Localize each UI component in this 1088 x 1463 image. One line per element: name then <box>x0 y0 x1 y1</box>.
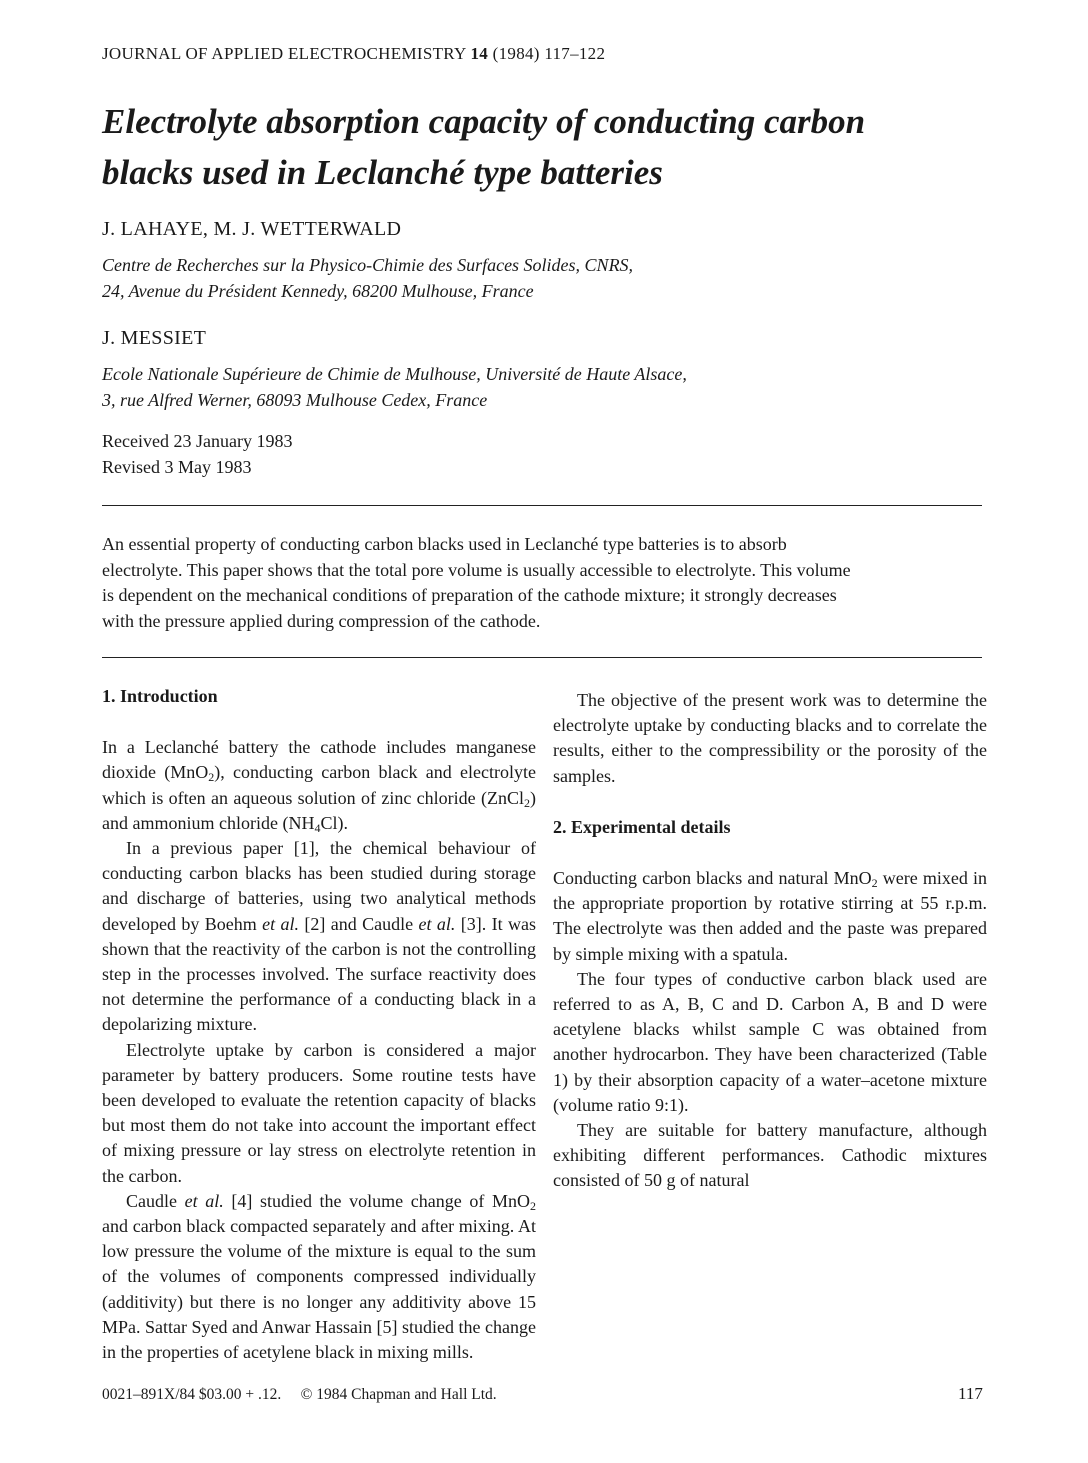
abstract-line-2: electrolyte. This paper shows that the total pore volume is usually accessible to electrolyte. This volume <box>102 559 851 580</box>
dates <box>102 428 292 480</box>
right-column <box>553 688 987 1194</box>
affiliation-2-line-1: Ecole Nationale Supérieure de Chimie de Mulhouse, Université de Haute Alsace, <box>102 364 687 384</box>
intro-paragraph-3: Electrolyte uptake by carbon is considered a major parameter by battery producers. Some routine tests have been developed to evaluate the retention capacity of blacks but most them do not take into account the important effect of mixing pressure or lay stress on electrolyte retention in the carbon. <box>102 1039 536 1186</box>
affiliation-1 <box>102 252 633 304</box>
experimental-heading: 2. Experimental details <box>553 816 731 837</box>
abstract-line-3: is dependent on the mechanical conditions of preparation of the cathode mixture; it strongly decreases <box>102 585 837 605</box>
affiliation-1-line-1: Centre de Recherches sur la Physico-Chimie des Surfaces Solides, CNRS, <box>102 255 634 275</box>
journal-header <box>102 44 605 64</box>
intro-paragraph-4: Caudle et al. [4] studied the volume change of MnO$_2$ and carbon black compacted separately and after mixing. At low pressure the volume of the mixture is equal to the sum of the volumes of components compressed individually (additivity) but there is no longer any additivity above 15 MPa. Sattar Syed and Anwar Hassain [5] studied the change in the properties of acetylene black in mixing mills. <box>102 1190 536 1363</box>
title-line-2: blacks used in Leclanché type batteries <box>102 153 663 192</box>
experimental-paragraph-3: They are suitable for battery manufacture, although exhibiting different performances. Cathodic mixtures consisted of 50 g of natural <box>553 1120 987 1191</box>
received-date: Received 23 January 1983 <box>102 431 293 451</box>
abstract-line-1: An essential property of conducting carbon blacks used in Leclanché type batteries is to absorb <box>102 534 787 554</box>
affiliation-2-line-2: 3, rue Alfred Werner, 68093 Mulhouse Cedex, France <box>102 390 488 410</box>
intro-paragraph-2: In a previous paper [1], the chemical behaviour of conducting carbon blacks has been studied during storage and discharge of batteries, using two analytical methods developed by Boehm et al. [2] and Caudle et al. [3]. It was shown that the reactivity of the carbon is not the controlling step in the processes involved. The surface reactivity does not determine the performance of a conducting black in a depolarizing mixture. <box>102 838 536 1035</box>
intro-paragraph-1: In a Leclanché battery the cathode includes manganese dioxide (MnO$_2$), conducting carbon black and electrolyte which is often an aqueous solution of zinc chloride (ZnCl$_2$) and ammonium chloride $(NH_4Cl)$. <box>102 737 536 835</box>
journal-year-pages: (1984) 117–122 <box>492 44 606 63</box>
intro-heading: 1. Introduction <box>102 686 218 706</box>
authors-2: J. MESSIET <box>102 327 207 349</box>
journal-name: JOURNAL OF APPLIED ELECTROCHEMISTRY <box>102 44 466 63</box>
rule-top <box>102 505 982 506</box>
experimental-paragraph-1: Conducting carbon blacks and natural MnO$_2$ were mixed in the appropriate proportion by rotative stirring at 55 r.p.m. The electrolyte was then added and the paste was prepared by simple mixing with a spatula. <box>553 868 988 964</box>
abstract <box>102 532 982 634</box>
abstract-line-4: with the pressure applied during compression of the cathode. <box>102 610 541 631</box>
footer-info <box>102 1386 497 1404</box>
left-column <box>102 684 536 1365</box>
rule-bottom <box>102 657 982 658</box>
page-number: 117 <box>958 1384 983 1403</box>
journal-volume: 14 <box>470 44 489 63</box>
footer-copyright: © 1984 Chapman and Hall Ltd. <box>300 1386 497 1403</box>
authors-1: J. LAHAYE, M. J. WETTERWALD <box>102 218 402 240</box>
footer-code: 0021–891X/84 $03.00 + .12. <box>102 1386 282 1403</box>
revised-date: Revised 3 May 1983 <box>102 457 252 477</box>
intro-paragraph-5: The objective of the present work was to determine the electrolyte uptake by conducting blacks and to correlate the results, either to the compressibility or the porosity of the samples. <box>553 690 987 786</box>
experimental-paragraph-2: The four types of conductive carbon black used are referred to as A, B, C and D. Carbon A, B and D were acetylene blacks whilst sample C was obtained from another hydrocarbon. They have been characterized (Table 1) by their absorption capacity of a water–acetone mixture (volume ratio 9:1). <box>553 968 987 1115</box>
affiliation-2 <box>102 361 687 413</box>
title-line-1: Electrolyte absorption capacity of conducting carbon <box>102 102 866 141</box>
affiliation-1-line-2: 24, Avenue du Président Kennedy, 68200 Mulhouse, France <box>102 281 534 301</box>
paper-title <box>102 96 1002 198</box>
